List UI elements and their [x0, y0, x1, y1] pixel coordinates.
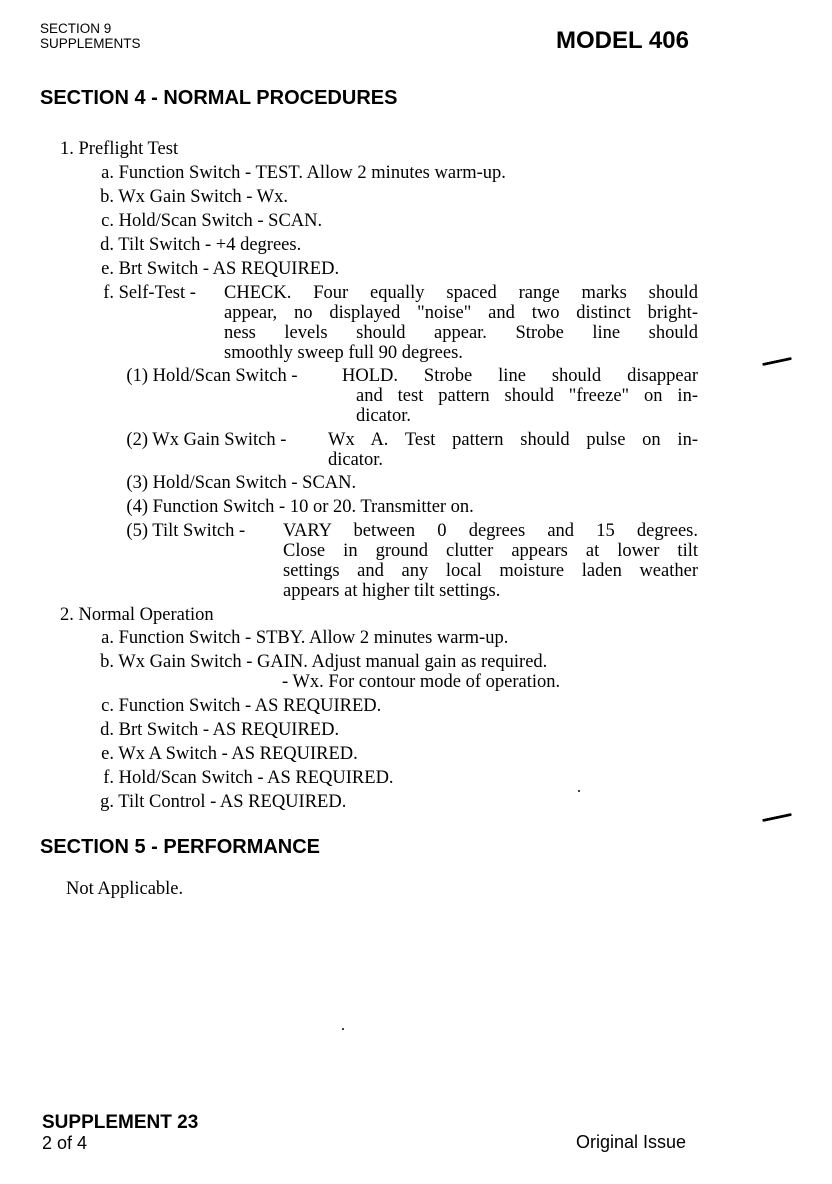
sub-label: (3) [126, 473, 148, 493]
item2-number: 2. [60, 605, 74, 625]
item-label: d. [100, 720, 114, 740]
item2-d [88, 718, 339, 742]
item1-d [88, 233, 301, 257]
item1-e [88, 257, 339, 281]
item1-heading [60, 137, 178, 161]
sub2-lead [118, 428, 286, 452]
item-text: Wx A Switch - AS REQUIRED. [118, 744, 358, 764]
item-lead: Self-Test - [118, 283, 196, 303]
item2-heading [60, 603, 214, 627]
scan-speck [578, 790, 580, 792]
item-label: a. [101, 163, 114, 183]
item-text: Function Switch - TEST. Allow 2 minutes warm-up. [118, 163, 506, 183]
item2-c [88, 694, 381, 718]
item1-a [88, 161, 506, 185]
item-label: e. [101, 259, 114, 279]
item-text: Hold/Scan Switch - AS REQUIRED. [118, 768, 394, 788]
item-label: c. [101, 696, 114, 716]
sub5-line: VARY between 0 degrees and 15 degrees. [283, 521, 698, 541]
header-section: SECTION 9 [40, 21, 112, 36]
sub-text: Function Switch - 10 or 20. Transmitter on. [152, 497, 474, 517]
item2-g [88, 790, 346, 814]
sub-lead: Tilt Switch - [152, 521, 246, 541]
item-text: Hold/Scan Switch - SCAN. [118, 211, 323, 231]
header-model: MODEL 406 [556, 27, 689, 54]
item2-f [88, 766, 394, 790]
sub2-line: Wx A. Test pattern should pulse on in- [328, 430, 698, 450]
item1-f-line: ness levels should appear. Strobe line should [224, 323, 698, 343]
item-label: e. [101, 744, 114, 764]
section4-title: SECTION 4 - NORMAL PROCEDURES [40, 87, 398, 109]
item-text: Tilt Switch - +4 degrees. [118, 235, 302, 255]
sub1-line: dicator. [356, 406, 411, 426]
sub5-line: settings and any local moisture laden weather [283, 561, 698, 581]
item2-a [88, 626, 508, 650]
section5-title: SECTION 5 - PERFORMANCE [40, 836, 321, 858]
item1-b [88, 185, 288, 209]
scan-speck [342, 1028, 344, 1030]
item1-title: Preflight Test [78, 139, 179, 159]
item1-f-line: smoothly sweep full 90 degrees. [224, 343, 463, 363]
item1-c [88, 209, 322, 233]
sub3 [118, 471, 356, 495]
sub1-line: HOLD. Strobe line should disappear [342, 366, 698, 386]
item1-number: 1. [60, 139, 74, 159]
item-label: d. [100, 235, 114, 255]
item2-title: Normal Operation [78, 605, 214, 625]
item-text: Wx Gain Switch - GAIN. Adjust manual gain as required. [118, 652, 548, 672]
footer-supplement: SUPPLEMENT 23 [42, 1112, 199, 1133]
sub-label: (4) [126, 497, 148, 517]
item-label: b. [100, 187, 114, 207]
sub-label: (5) [126, 521, 148, 541]
sub2-line: dicator. [328, 450, 383, 470]
sub-label: (2) [126, 430, 148, 450]
sub-lead: Hold/Scan Switch - [152, 366, 298, 386]
item2-e [88, 742, 358, 766]
sub5-lead [118, 519, 245, 543]
sub5-line: appears at higher tilt settings. [283, 581, 501, 601]
item-text: Brt Switch - AS REQUIRED. [118, 259, 340, 279]
sub1-line: and test pattern should "freeze" on in- [356, 386, 698, 406]
item1-f-line: CHECK. Four equally spaced range marks should [224, 283, 698, 303]
header-supplements: SUPPLEMENTS [40, 36, 141, 51]
revision-mark [762, 813, 792, 822]
sub-text: Hold/Scan Switch - SCAN. [152, 473, 357, 493]
footer-issue: Original Issue [576, 1132, 687, 1152]
sub-lead: Wx Gain Switch - [152, 430, 287, 450]
section5-body: Not Applicable. [66, 879, 184, 899]
item-text: Function Switch - STBY. Allow 2 minutes warm-up. [118, 628, 509, 648]
sub5-line: Close in ground clutter appears at lower tilt [283, 541, 698, 561]
revision-mark [762, 357, 792, 366]
item-label: a. [101, 628, 114, 648]
item-text: Brt Switch - AS REQUIRED. [118, 720, 340, 740]
item-text: Function Switch - AS REQUIRED. [118, 696, 382, 716]
item-label: c. [101, 211, 114, 231]
item-label: f. [103, 768, 114, 788]
item-text: Tilt Control - AS REQUIRED. [118, 792, 347, 812]
item2-b-cont: - Wx. For contour mode of operation. [282, 672, 561, 692]
sub4 [118, 495, 474, 519]
sub-label: (1) [126, 366, 148, 386]
item-label: g. [100, 792, 114, 812]
footer-page-number: 2 of 4 [42, 1133, 88, 1153]
item-label: f. [103, 283, 114, 303]
item1-f-line: appear, no displayed "noise" and two distinct bright- [224, 303, 698, 323]
item-text: Wx Gain Switch - Wx. [118, 187, 289, 207]
sub1-lead [118, 364, 298, 388]
item1-f-lead [88, 281, 196, 305]
item2-b [88, 650, 547, 674]
item-label: b. [100, 652, 114, 672]
